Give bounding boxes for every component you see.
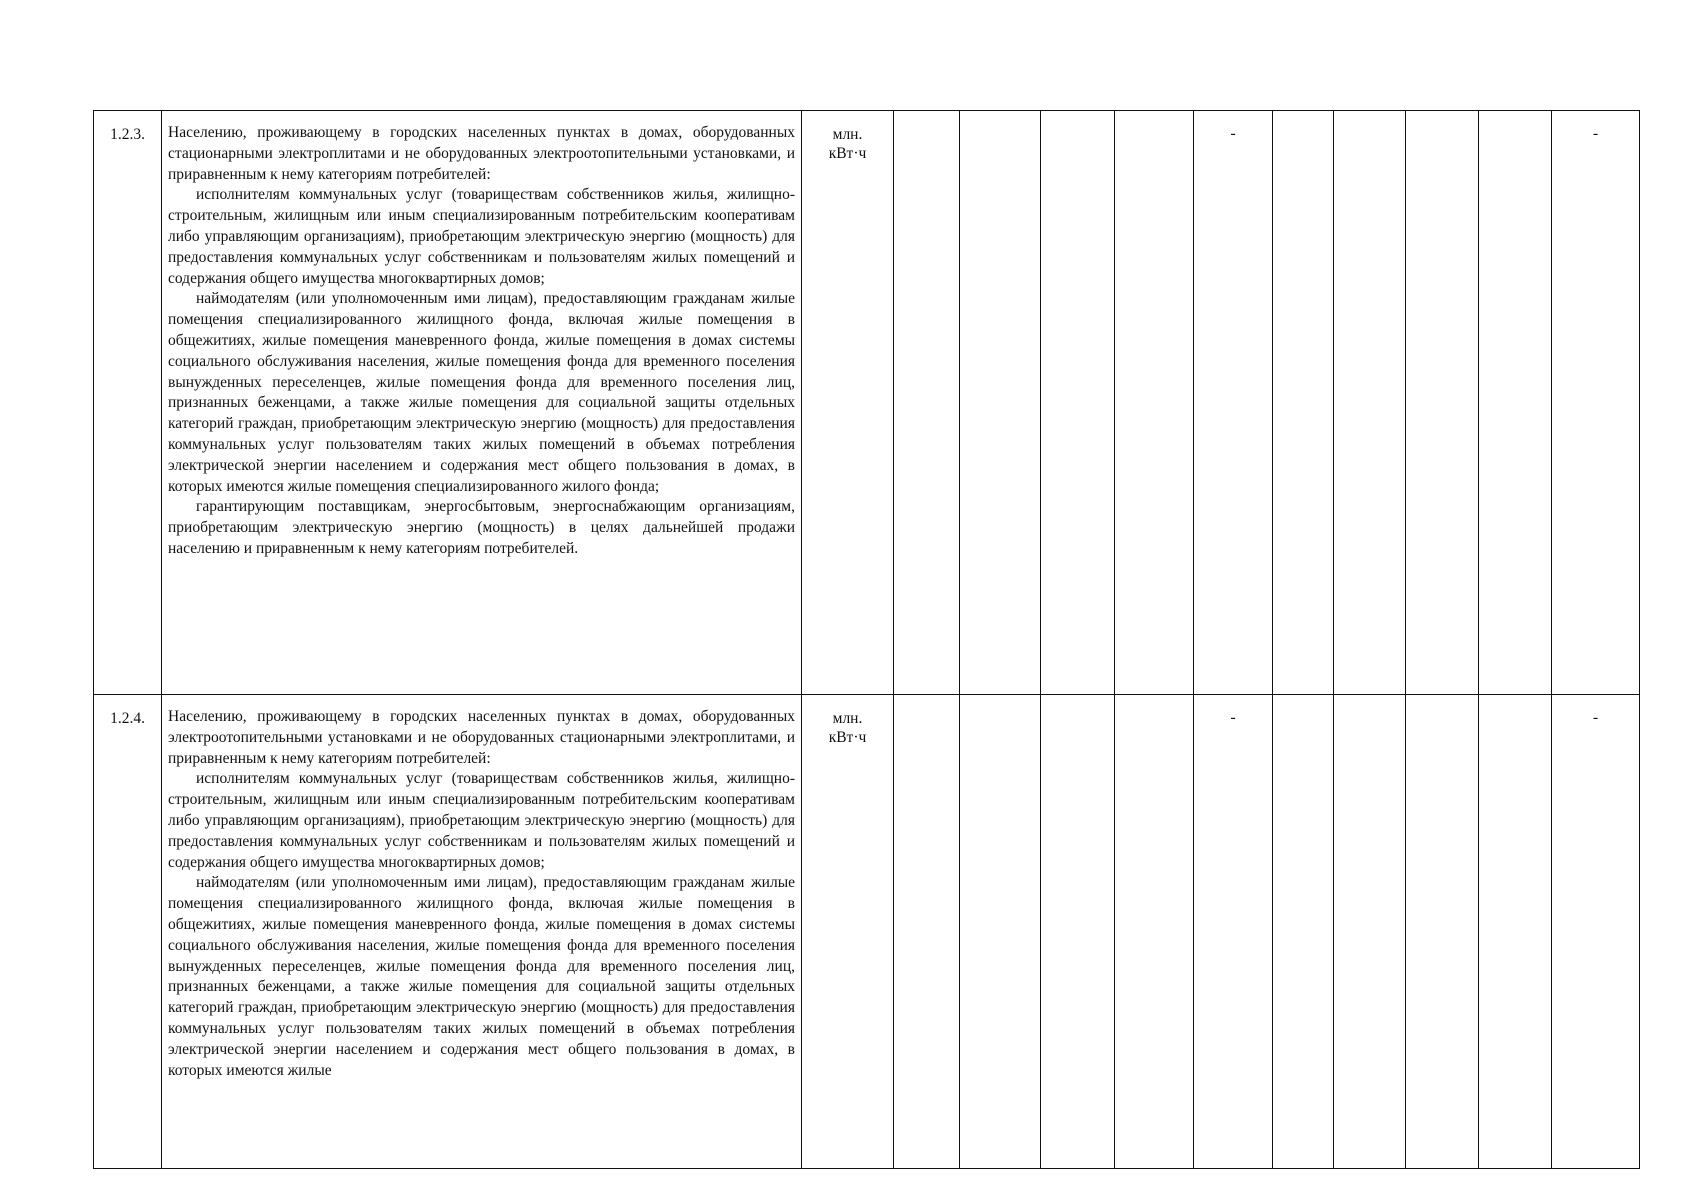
value-cell bbox=[960, 695, 1041, 1169]
value-cell bbox=[1115, 111, 1194, 695]
value-cell bbox=[1479, 695, 1552, 1169]
row-description bbox=[162, 695, 802, 1169]
value-cell bbox=[1115, 695, 1194, 1169]
value-cell bbox=[1334, 695, 1406, 1169]
paragraph: гарантирующим поставщикам, энергосбытовым, энергоснабжающим организациям, приобретающим электрическую энергию (мощность) в целях дальнейшей продажи населению и приравненным к нему категориям потребителей. bbox=[168, 498, 795, 557]
value-cell: - bbox=[1552, 695, 1640, 1169]
value-cell: - bbox=[1194, 695, 1273, 1169]
paragraph: Населению, проживающему в городских населенных пунктах в домах, оборудованных стационарными электроплитами и не оборудованных электроотопительными установками, и приравненным к нему категориям потребителей: bbox=[168, 124, 795, 183]
unit-line: млн. bbox=[832, 710, 863, 727]
table-row bbox=[94, 111, 1640, 695]
value-cell bbox=[1273, 695, 1334, 1169]
unit-line: кВт·ч bbox=[828, 145, 867, 162]
unit-line: кВт·ч bbox=[828, 729, 867, 746]
row-number: 1.2.3. bbox=[94, 111, 162, 695]
row-description bbox=[162, 111, 802, 695]
value-cell bbox=[1406, 111, 1479, 695]
value-cell bbox=[960, 111, 1041, 695]
paragraph: исполнителям коммунальных услуг (товариществам собственников жилья, жилищно-строительным, жилищным или иным специализированным потребительским кооперативам либо управляющим организациям), приобретающим электрическую энергию (мощность) для предоставления коммунальных услуг собственникам и пользователям жилых помещений и содержания общего имущества многоквартирных домов; bbox=[168, 770, 795, 871]
value-cell: - bbox=[1552, 111, 1640, 695]
value-cell: - bbox=[1194, 111, 1273, 695]
unit-cell bbox=[802, 695, 894, 1169]
value-cell bbox=[894, 111, 960, 695]
value-cell bbox=[1406, 695, 1479, 1169]
unit-line: млн. bbox=[832, 126, 863, 143]
table-row bbox=[94, 695, 1640, 1169]
value-cell bbox=[1479, 111, 1552, 695]
value-cell bbox=[894, 695, 960, 1169]
value-cell bbox=[1041, 695, 1115, 1169]
value-cell bbox=[1273, 111, 1334, 695]
value-cell bbox=[1041, 111, 1115, 695]
paragraph: Населению, проживающему в городских населенных пунктах в домах, оборудованных электроотопительными установками и не оборудованных стационарными электроплитами, и приравненным к нему категориям потребителей: bbox=[168, 708, 795, 767]
value-cell bbox=[1334, 111, 1406, 695]
paragraph: наймодателям (или уполномоченным ими лицам), предоставляющим гражданам жилые помещения специализированного жилищного фонда, включая жилые помещения в общежитиях, жилые помещения маневренного фонда, жилые помещения в домах системы социального обслуживания населения, жилые помещения фонда для временного поселения вынужденных переселенцев, жилые помещения фонда для временного поселения лиц, признанных беженцами, а также жилые помещения для социальной защиты отдельных категорий граждан, приобретающим электрическую энергию (мощность) для предоставления коммунальных услуг пользователям таких жилых помещений в объемах потребления электрической энергии населением и содержания мест общего пользования в домах, в которых имеются жилые bbox=[168, 874, 795, 1079]
unit-cell bbox=[802, 111, 894, 695]
paragraph: исполнителям коммунальных услуг (товариществам собственников жилья, жилищно-строительным, жилищным или иным специализированным потребительским кооперативам либо управляющим организациям), приобретающим электрическую энергию (мощность) для предоставления коммунальных услуг собственникам и пользователям жилых помещений и содержания общего имущества многоквартирных домов; bbox=[168, 186, 795, 287]
row-number: 1.2.4. bbox=[94, 695, 162, 1169]
tariff-table bbox=[93, 110, 1640, 1169]
paragraph: наймодателям (или уполномоченным ими лицам), предоставляющим гражданам жилые помещения специализированного жилищного фонда, включая жилые помещения в общежитиях, жилые помещения маневренного фонда, жилые помещения в домах системы социального обслуживания населения, жилые помещения фонда для временного поселения вынужденных переселенцев, жилые помещения фонда для временного поселения лиц, признанных беженцами, а также жилые помещения для социальной защиты отдельных категорий граждан, приобретающим электрическую энергию (мощность) для предоставления коммунальных услуг пользователям таких жилых помещений в объемах потребления электрической энергии населением и содержания мест общего пользования в домах, в которых имеются жилые помещения специализированного жилого фонда; bbox=[168, 290, 795, 495]
